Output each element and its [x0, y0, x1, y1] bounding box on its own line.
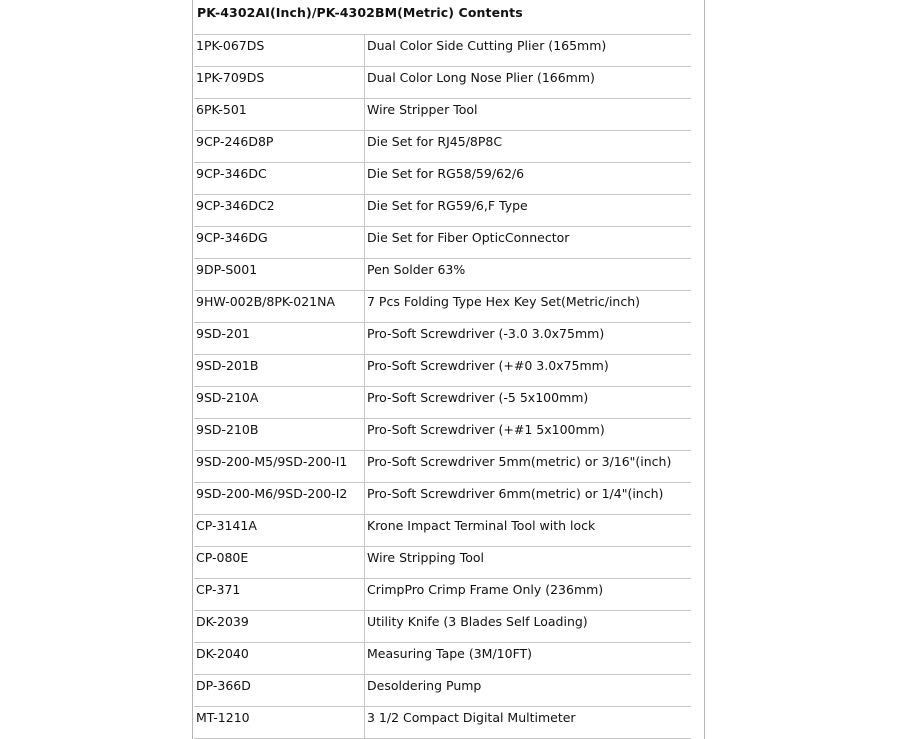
description-cell: 3 1/2 Compact Digital Multimeter [364, 707, 691, 738]
table-row [194, 387, 691, 419]
table-row [194, 323, 691, 355]
page-title: PK-4302AI(Inch)/PK-4302BM(Metric) Contents [197, 5, 523, 20]
description-cell: Dual Color Side Cutting Plier (165mm) [364, 35, 691, 66]
table-row [194, 579, 691, 611]
part-code-cell: CP-371 [196, 582, 241, 597]
part-code-cell: 9SD-210A [196, 390, 259, 405]
table-row [194, 67, 691, 99]
table-row [194, 547, 691, 579]
table-row [194, 291, 691, 323]
part-code-cell: 9CP-246D8P [196, 134, 274, 149]
part-code-cell: 9SD-210B [196, 422, 259, 437]
part-code-cell: 9HW-002B/8PK-021NA [196, 294, 336, 309]
part-code-cell: DK-2039 [196, 614, 249, 629]
part-code-cell: 9CP-346DG [196, 230, 268, 245]
part-code-cell: 1PK-709DS [196, 70, 265, 85]
table-row [194, 483, 691, 515]
table-row [194, 99, 691, 131]
table-row [194, 419, 691, 451]
description-cell: CrimpPro Crimp Frame Only (236mm) [364, 579, 691, 610]
table-row [194, 35, 691, 67]
table-row [194, 451, 691, 483]
table-row [194, 675, 691, 707]
description-cell: Pro-Soft Screwdriver (-3.0 3.0x75mm) [364, 323, 691, 354]
description-cell: Desoldering Pump [364, 675, 691, 706]
part-code-cell: DP-366D [196, 678, 251, 693]
part-code-cell: CP-080E [196, 550, 249, 565]
description-cell: Die Set for Fiber OpticConnector [364, 227, 691, 258]
description-cell: Pro-Soft Screwdriver (+#0 3.0x75mm) [364, 355, 691, 386]
table-row [194, 643, 691, 675]
table-row [194, 259, 691, 291]
description-cell: 7 Pcs Folding Type Hex Key Set(Metric/inch) [364, 291, 691, 322]
part-code-cell: MT-1210 [196, 710, 250, 725]
part-code-cell: 9SD-201 [196, 326, 250, 341]
table-row [194, 355, 691, 387]
description-cell: Pro-Soft Screwdriver 5mm(metric) or 3/16"(inch) [364, 451, 691, 482]
description-cell: Pro-Soft Screwdriver 6mm(metric) or 1/4"(inch) [364, 483, 691, 514]
description-cell: Pro-Soft Screwdriver (-5 5x100mm) [364, 387, 691, 418]
part-code-cell: DK-2040 [196, 646, 249, 661]
table-row [194, 195, 691, 227]
contents-table [194, 34, 691, 739]
part-code-cell: 9CP-346DC [196, 166, 267, 181]
part-code-cell: 9SD-200-M6/9SD-200-I2 [196, 486, 348, 501]
part-code-cell: 1PK-067DS [196, 38, 265, 53]
table-row [194, 163, 691, 195]
description-cell: Krone Impact Terminal Tool with lock [364, 515, 691, 546]
description-cell: Pen Solder 63% [364, 259, 691, 290]
part-code-cell: 9CP-346DC2 [196, 198, 275, 213]
description-cell: Measuring Tape (3M/10FT) [364, 643, 691, 674]
part-code-cell: 9DP-S001 [196, 262, 258, 277]
part-code-cell: 6PK-501 [196, 102, 247, 117]
description-cell: Die Set for RJ45/8P8C [364, 131, 691, 162]
description-cell: Wire Stripper Tool [364, 99, 691, 130]
description-cell: Wire Stripping Tool [364, 547, 691, 578]
description-cell: Die Set for RG58/59/62/6 [364, 163, 691, 194]
description-cell: Pro-Soft Screwdriver (+#1 5x100mm) [364, 419, 691, 450]
part-code-cell: CP-3141A [196, 518, 257, 533]
table-row [194, 515, 691, 547]
part-code-cell: 9SD-201B [196, 358, 259, 373]
table-row [194, 227, 691, 259]
part-code-cell: 9SD-200-M5/9SD-200-I1 [196, 454, 348, 469]
description-cell: Dual Color Long Nose Plier (166mm) [364, 67, 691, 98]
table-row [194, 131, 691, 163]
table-row [194, 611, 691, 643]
description-cell: Utility Knife (3 Blades Self Loading) [364, 611, 691, 642]
table-row [194, 707, 691, 739]
description-cell: Die Set for RG59/6,F Type [364, 195, 691, 226]
